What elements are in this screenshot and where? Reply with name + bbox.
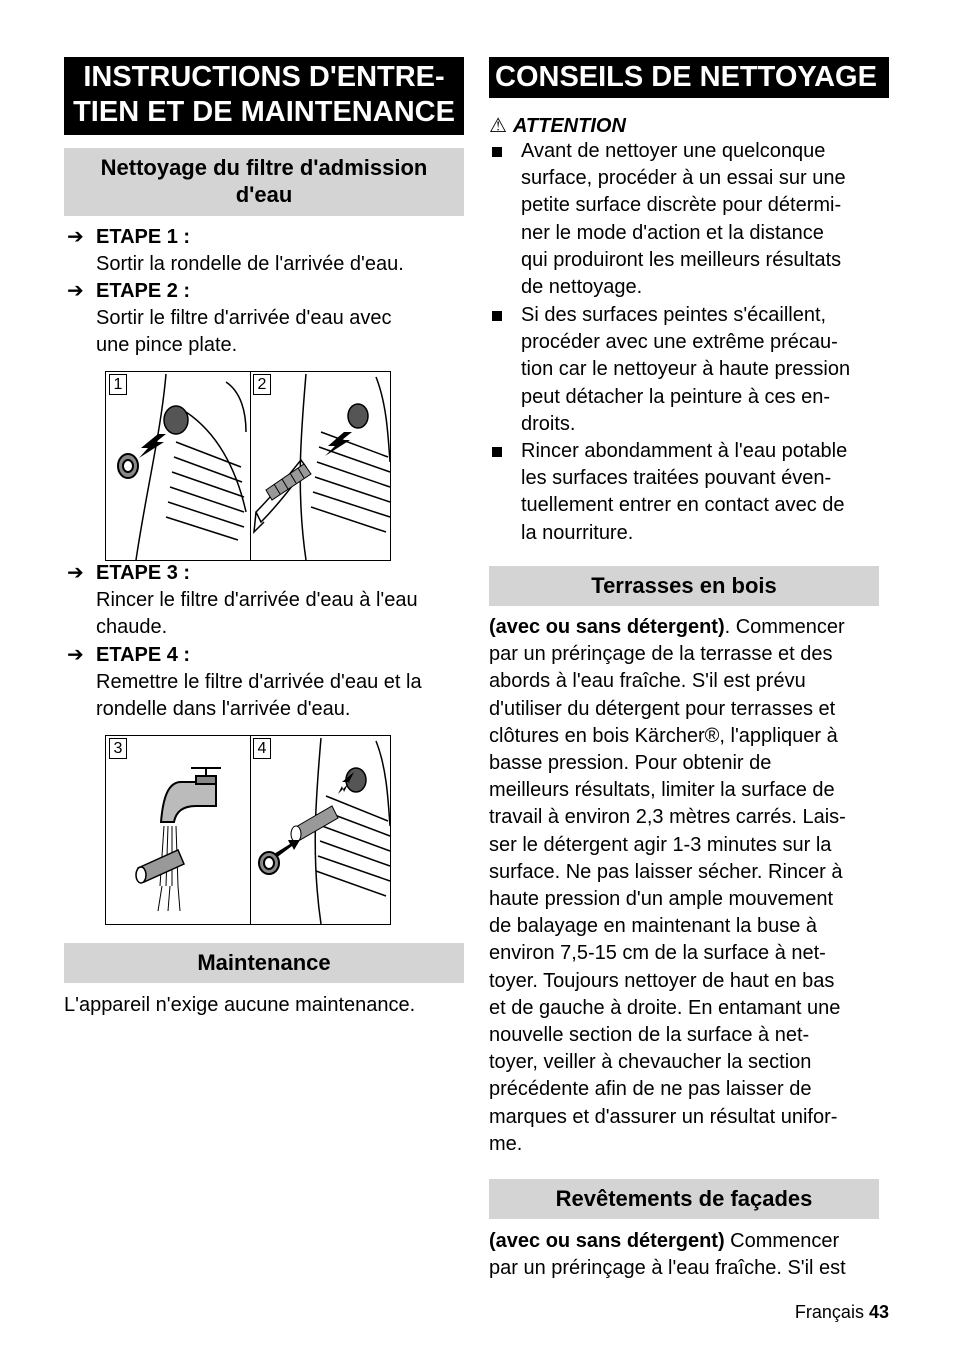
page-footer — [795, 1302, 889, 1323]
bullet-line: Rincer abondamment à l'eau potable — [521, 440, 848, 462]
para-line: précédente afin de ne pas laisser de — [489, 1078, 812, 1101]
page-number: 43 — [868, 1302, 889, 1322]
para-line: meilleurs résultats, limiter la surface de — [489, 779, 835, 802]
figure-steps-3-4 — [105, 735, 391, 925]
para-line: et de gauche à droite. En entamant une — [489, 996, 841, 1019]
footer-language: Français — [794, 1302, 864, 1322]
step-3-text — [96, 587, 466, 641]
bullet-square-icon — [492, 311, 502, 321]
bullet-line: Si des surfaces peintes s'écaillent, — [521, 304, 827, 326]
bullet-line: de nettoyage. — [521, 276, 643, 299]
bullet-line: qui produiront les meilleurs résultats — [521, 248, 842, 271]
figure-steps-1-2 — [105, 371, 391, 561]
para-line: de balayage en maintenant la buse à — [489, 915, 818, 938]
terrasses-text — [489, 614, 889, 1158]
bullet-text — [521, 302, 889, 438]
bullet-line: droits. — [521, 412, 576, 435]
arrow-right-icon: ➔ — [67, 562, 84, 584]
para-line: ser le détergent agir 1-3 minutes sur la — [489, 833, 832, 856]
figure-number-1: 1 — [109, 374, 127, 395]
maintenance-text: L'appareil n'exige aucune maintenance. — [64, 994, 416, 1016]
bullet-line: les surfaces traitées pouvant éven- — [521, 467, 832, 490]
maintenance-heading: Maintenance — [64, 943, 464, 983]
figure-divider — [250, 372, 251, 560]
machine-illustration-1-2 — [106, 372, 392, 562]
facades-text — [489, 1228, 889, 1282]
figure-divider — [250, 736, 251, 924]
bullet-line: petite surface discrète pour détermi- — [521, 194, 842, 217]
para-line: marques et d'assurer un résultat unifor- — [489, 1105, 838, 1128]
bullet-square-icon — [492, 147, 502, 157]
para-line: surface. Ne pas laisser sécher. Rincer à — [489, 860, 843, 883]
para-line: me. — [489, 1132, 523, 1155]
bold-lead: (avec ou sans détergent) — [489, 1230, 725, 1252]
bullet-line: surface, procéder à un essai sur une — [521, 167, 846, 190]
step-line: Rincer le filtre d'arrivée d'eau à l'eau — [96, 589, 418, 611]
bullet-text — [521, 138, 889, 301]
para-line: haute pression d'un ample mouvement — [489, 888, 834, 911]
para-line — [489, 614, 889, 641]
para-line: clôtures en bois Kärcher®, l'appliquer à — [489, 724, 838, 747]
attention-label — [489, 113, 626, 138]
step-line: rondelle dans l'arrivée d'eau. — [96, 698, 351, 721]
para-line: par un prérinçage à l'eau fraîche. S'il est — [489, 1257, 846, 1280]
para-line: basse pression. Pour obtenir de — [489, 752, 772, 775]
filter-heading-line-1: Nettoyage du filtre d'admission — [100, 155, 428, 180]
step-4-text — [96, 669, 466, 723]
bullet-line: tion car le nettoyeur à haute pression — [521, 358, 851, 381]
para-line: toyer, veiller à chevaucher la section — [489, 1051, 812, 1074]
bullet-line: la nourriture. — [521, 521, 634, 544]
bullet-square-icon — [492, 447, 502, 457]
step-line: Remettre le filtre d'arrivée d'eau et la — [96, 671, 422, 693]
bullet-line: tuellement entrer en contact avec de — [521, 494, 845, 517]
para-line: nouvelle section de la surface à net- — [489, 1024, 810, 1047]
section-title-cleaning-tips: CONSEILS DE NETTOYAGE — [489, 57, 889, 98]
terrasses-heading: Terrasses en bois — [489, 566, 879, 606]
para-line: d'utiliser du détergent pour terrasses et — [489, 697, 836, 720]
bullet-line: procéder avec une extrême précau- — [521, 331, 838, 354]
step-line: chaude. — [96, 616, 168, 639]
arrow-right-icon: ➔ — [67, 226, 84, 248]
step-4-label: ETAPE 4 : — [96, 644, 191, 666]
bullet-line: peut détacher la peinture à ces en- — [521, 385, 831, 408]
para-line — [489, 1228, 889, 1255]
bold-lead: (avec ou sans détergent) — [489, 616, 725, 638]
arrow-right-icon: ➔ — [67, 280, 84, 302]
filter-cleaning-heading — [64, 148, 464, 216]
bullet-line: Avant de nettoyer une quelconque — [521, 140, 826, 162]
step-line: Sortir le filtre d'arrivée d'eau avec — [96, 307, 392, 329]
para-line: abords à l'eau fraîche. S'il est prévu — [489, 670, 806, 693]
para-line-rest: Commencer — [724, 1230, 840, 1252]
section-title-maintenance — [64, 57, 464, 135]
step-line: Sortir la rondelle de l'arrivée d'eau. — [96, 253, 404, 275]
bullet-text — [521, 438, 889, 547]
attention-text: ATTENTION — [512, 115, 626, 137]
step-1-text — [96, 251, 466, 278]
figure-number-3: 3 — [109, 738, 127, 759]
figure-number-4: 4 — [253, 738, 271, 759]
faucet-illustration-3-4 — [106, 736, 392, 926]
title-line-2: TIEN ET DE MAINTENANCE — [73, 96, 455, 128]
arrow-right-icon: ➔ — [67, 644, 84, 666]
bullet-line: ner le mode d'action et la distance — [521, 221, 824, 244]
facades-heading: Revêtements de façades — [489, 1179, 879, 1219]
para-line: toyer. Toujours nettoyer de haut en bas — [489, 969, 835, 992]
step-line: une pince plate. — [96, 334, 238, 357]
para-line-rest: . Commencer — [724, 616, 845, 638]
step-1-label: ETAPE 1 : — [96, 226, 191, 248]
figure-number-2: 2 — [253, 374, 271, 395]
warning-triangle-icon: ⚠ — [489, 115, 507, 137]
step-3-label: ETAPE 3 : — [96, 562, 191, 584]
para-line: environ 7,5-15 cm de la surface à net- — [489, 942, 826, 965]
para-line: par un prérinçage de la terrasse et des — [489, 643, 833, 666]
step-2-label: ETAPE 2 : — [96, 280, 191, 302]
step-2-text — [96, 305, 466, 359]
filter-heading-line-2: d'eau — [235, 182, 293, 207]
para-line: travail à environ 2,3 mètres carrés. Lais- — [489, 806, 846, 829]
title-line-1: INSTRUCTIONS D'ENTRE- — [83, 61, 445, 93]
